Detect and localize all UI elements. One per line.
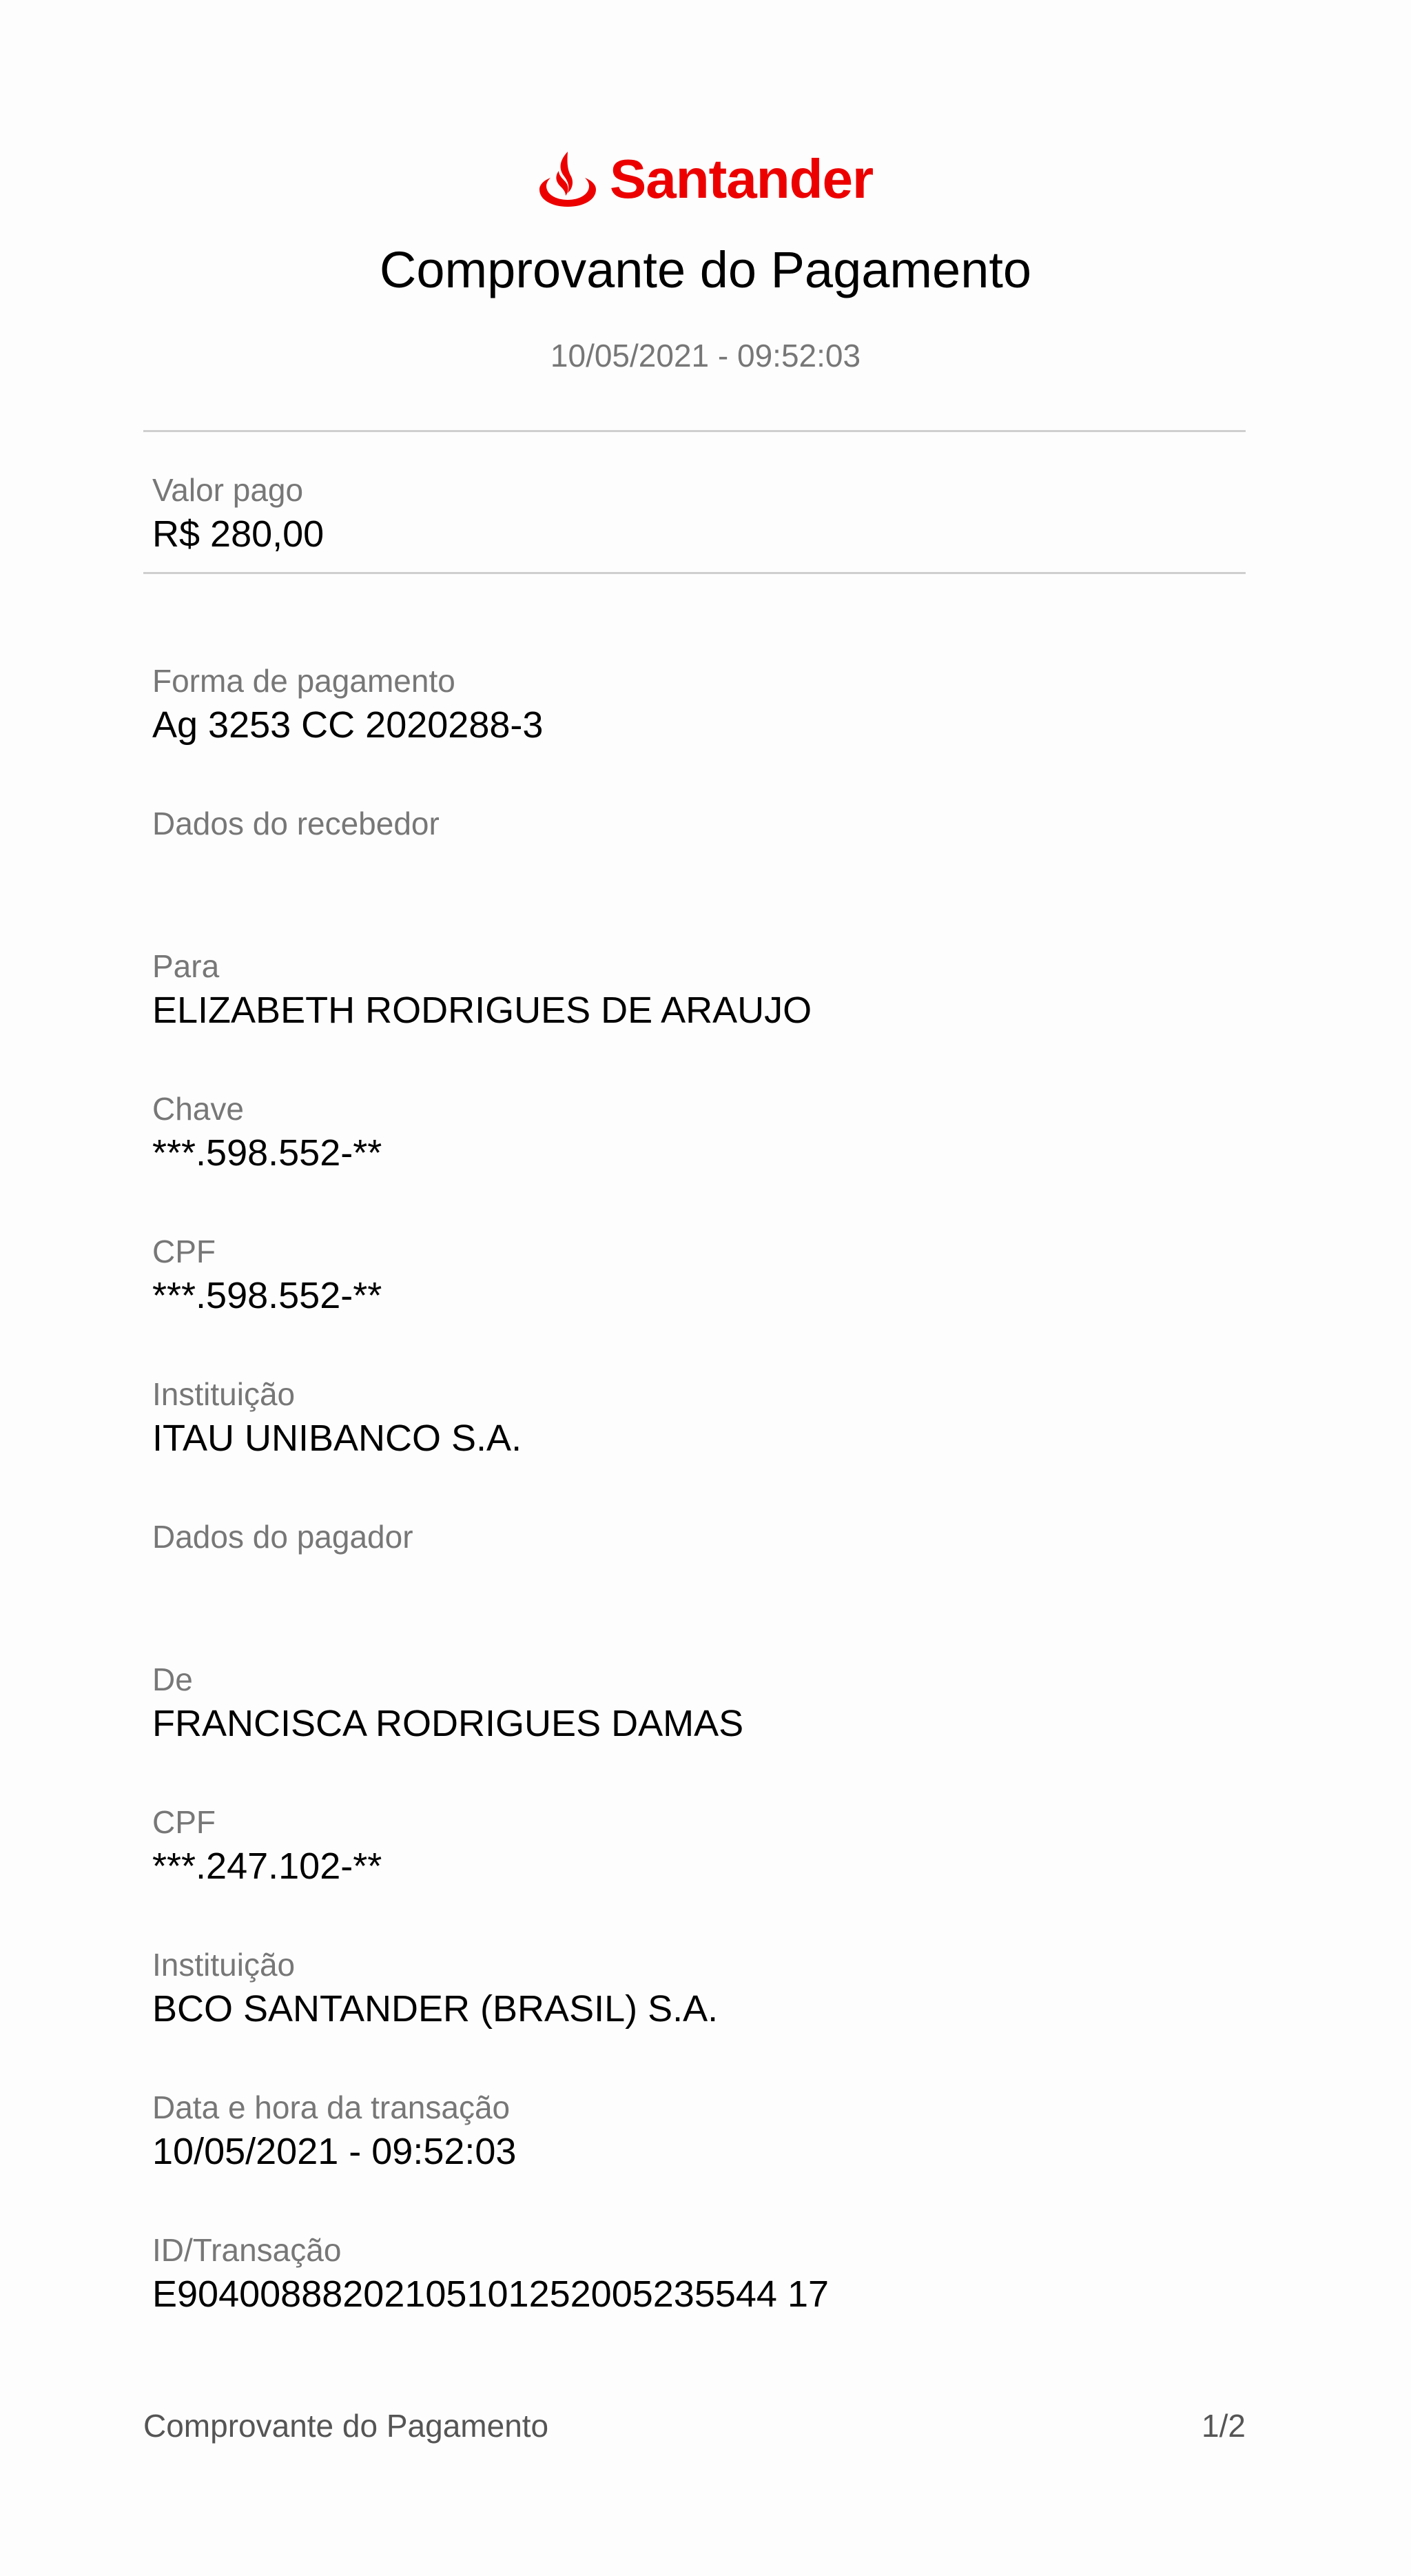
payment-method-value: Ag 3253 CC 2020288-3 bbox=[152, 704, 544, 746]
receiver-key-field bbox=[152, 1093, 382, 1172]
receiver-name-value: ELIZABETH RODRIGUES DE ARAUJO bbox=[152, 990, 812, 1031]
divider-amount bbox=[143, 572, 1246, 574]
payment-method-field bbox=[152, 665, 543, 744]
receiver-institution-label: Instituição bbox=[152, 1376, 296, 1412]
receiver-institution-value: ITAU UNIBANCO S.A. bbox=[152, 1418, 522, 1459]
payer-name-value: FRANCISCA RODRIGUES DAMAS bbox=[152, 1703, 744, 1744]
receiver-name-label: Para bbox=[152, 948, 220, 984]
santander-flame-icon bbox=[538, 150, 597, 208]
brand-name: Santander bbox=[609, 148, 874, 209]
payer-institution-field bbox=[152, 1947, 719, 2030]
amount-field bbox=[152, 474, 324, 553]
payer-cpf-label: CPF bbox=[152, 1804, 216, 1840]
receiver-cpf-value: ***.598.552-** bbox=[152, 1275, 382, 1316]
payer-name-field bbox=[152, 1664, 743, 1742]
payment-method-label: Forma de pagamento bbox=[152, 663, 455, 699]
receiver-name-field bbox=[152, 950, 812, 1029]
transaction-id-value: E90400888202105101252005235544 17 bbox=[152, 2273, 830, 2315]
santander-logo bbox=[0, 150, 1411, 208]
receiver-section-title: Dados do recebedor bbox=[152, 806, 440, 841]
payer-institution-label: Instituição bbox=[152, 1947, 296, 1983]
receiver-institution-field bbox=[152, 1378, 522, 1457]
transaction-datetime-label: Data e hora da transação bbox=[152, 2089, 511, 2125]
receiver-cpf-label: CPF bbox=[152, 1234, 216, 1269]
transaction-id-label: ID/Transação bbox=[152, 2232, 342, 2268]
receiver-cpf-field bbox=[152, 1236, 382, 1314]
payer-name-label: De bbox=[152, 1662, 193, 1697]
page-title: Comprovante do Pagamento bbox=[379, 241, 1032, 298]
payer-cpf-field bbox=[152, 1806, 382, 1885]
receiver-key-value: ***.598.552-** bbox=[152, 1132, 382, 1174]
payer-cpf-value: ***.247.102-** bbox=[152, 1846, 382, 1887]
payer-institution-value: BCO SANTANDER (BRASIL) S.A. bbox=[152, 1988, 719, 2030]
payer-section-title: Dados do pagador bbox=[152, 1519, 413, 1555]
amount-value: R$ 280,00 bbox=[152, 513, 325, 555]
footer-page-number: 1/2 bbox=[1202, 2408, 1246, 2444]
transaction-datetime-value: 10/05/2021 - 09:52:03 bbox=[152, 2131, 517, 2172]
receiver-key-label: Chave bbox=[152, 1091, 244, 1127]
transaction-id-field bbox=[152, 2234, 829, 2313]
header-datetime: 10/05/2021 - 09:52:03 bbox=[550, 338, 861, 374]
amount-label: Valor pago bbox=[152, 472, 304, 508]
divider-top bbox=[143, 430, 1246, 432]
footer-title: Comprovante do Pagamento bbox=[143, 2408, 549, 2444]
transaction-datetime-field bbox=[152, 2089, 517, 2172]
